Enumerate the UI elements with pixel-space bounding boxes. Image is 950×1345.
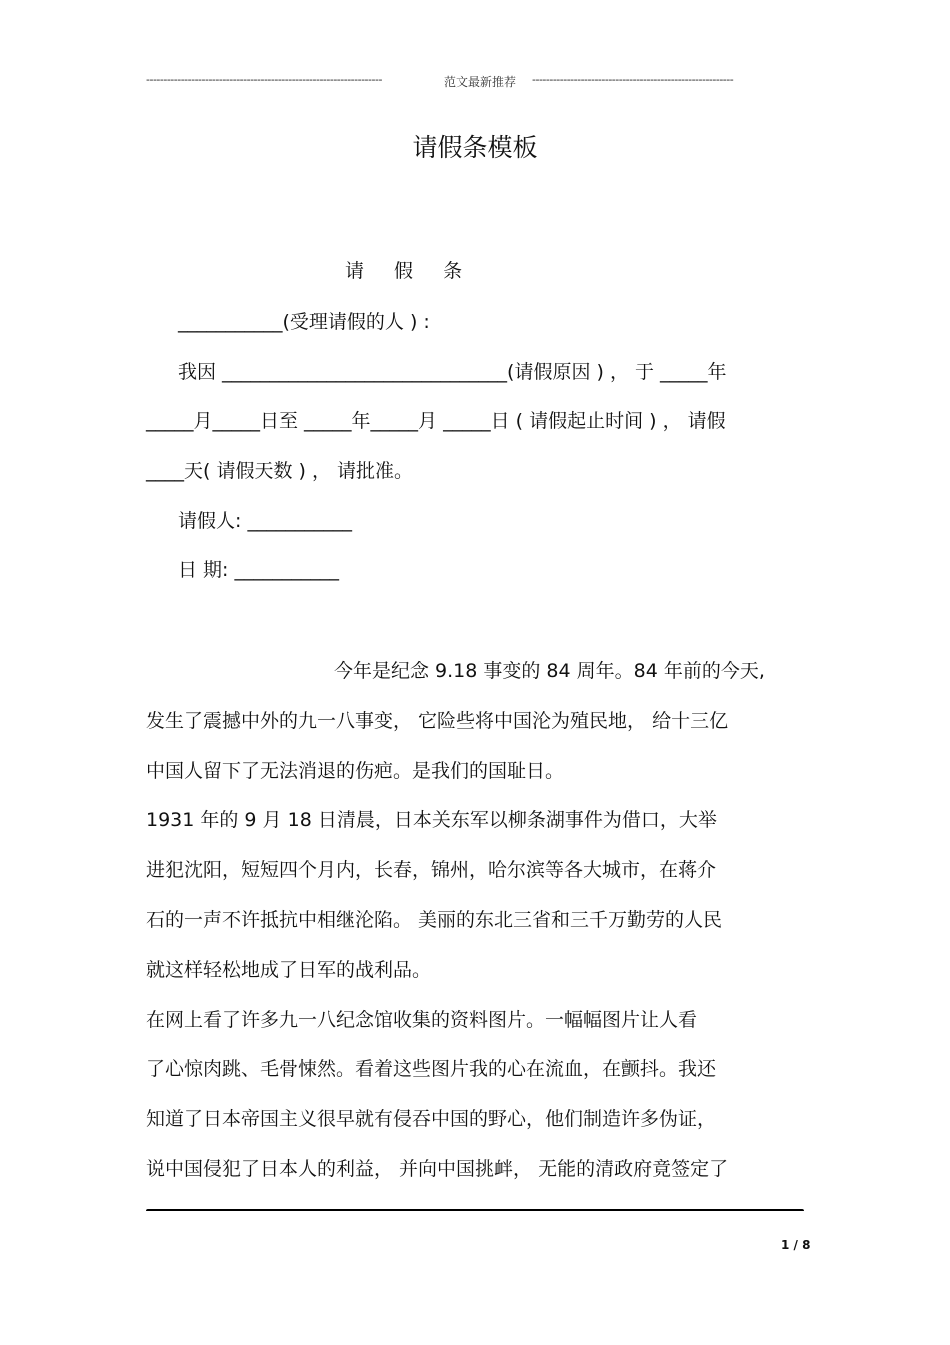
article-line: 今年是纪念 9.18 事变的 84 周年。84 年前的今天, — [334, 660, 765, 682]
article-line: 1931 年的 9 月 18 日清晨，日本关东军以柳条湖事件为借口，大举 — [146, 809, 717, 831]
article-line: 发生了震撼中外的九一八事变， 它险些将中国沦为殖民地， 给十三亿 — [146, 710, 729, 732]
article-line: 知道了日本帝国主义很早就有侵吞中国的野心，他们制造许多伪证， — [146, 1108, 717, 1130]
page-title: 请假条模板 — [412, 133, 538, 162]
applicant-line: 请假人: ___________ — [178, 510, 352, 532]
header-rule-right: ---------------------------------------------------------- — [532, 73, 734, 86]
article-line: 就这样轻松地成了日军的战利品。 — [146, 959, 432, 981]
footer-rule — [146, 1209, 804, 1213]
form-title: 请 假 条 — [345, 260, 475, 282]
header-label: 范文最新推荐 — [444, 75, 517, 89]
days-line: ____天( 请假天数 ) ， 请批准。 — [146, 460, 413, 482]
recipient-line: ___________(受理请假的人 ) : — [178, 311, 430, 333]
article-line: 中国人留下了无法消退的伤疤。是我们的国耻日。 — [146, 760, 565, 782]
period-line: _____月_____日至 _____年_____月 _____日 ( 请假起止时间 ) ， 请假 — [146, 410, 726, 432]
header-rule-left: -------------------------------------------------------------------- — [146, 73, 382, 86]
article-line: 在网上看了许多九一八纪念馆收集的资料图片。一幅幅图片让人看 — [146, 1009, 698, 1031]
article-line: 进犯沈阳，短短四个月内，长春，锦州，哈尔滨等各大城市，在蒋介 — [146, 859, 717, 881]
date-line: 日 期: ___________ — [178, 559, 339, 581]
page-number: 1 / 8 — [781, 1238, 811, 1252]
reason-line: 我因 ______________________________(请假原因 ) ， 于 _____年 — [178, 361, 727, 383]
article-line: 石的一声不许抵抗中相继沦陷。 美丽的东北三省和三千万勤劳的人民 — [146, 909, 723, 931]
article-line: 说中国侵犯了日本人的利益， 并向中国挑衅， 无能的清政府竟签定了 — [146, 1158, 729, 1180]
article-line: 了心惊肉跳、毛骨悚然。看着这些图片我的心在流血，在颤抖。我还 — [146, 1058, 717, 1080]
